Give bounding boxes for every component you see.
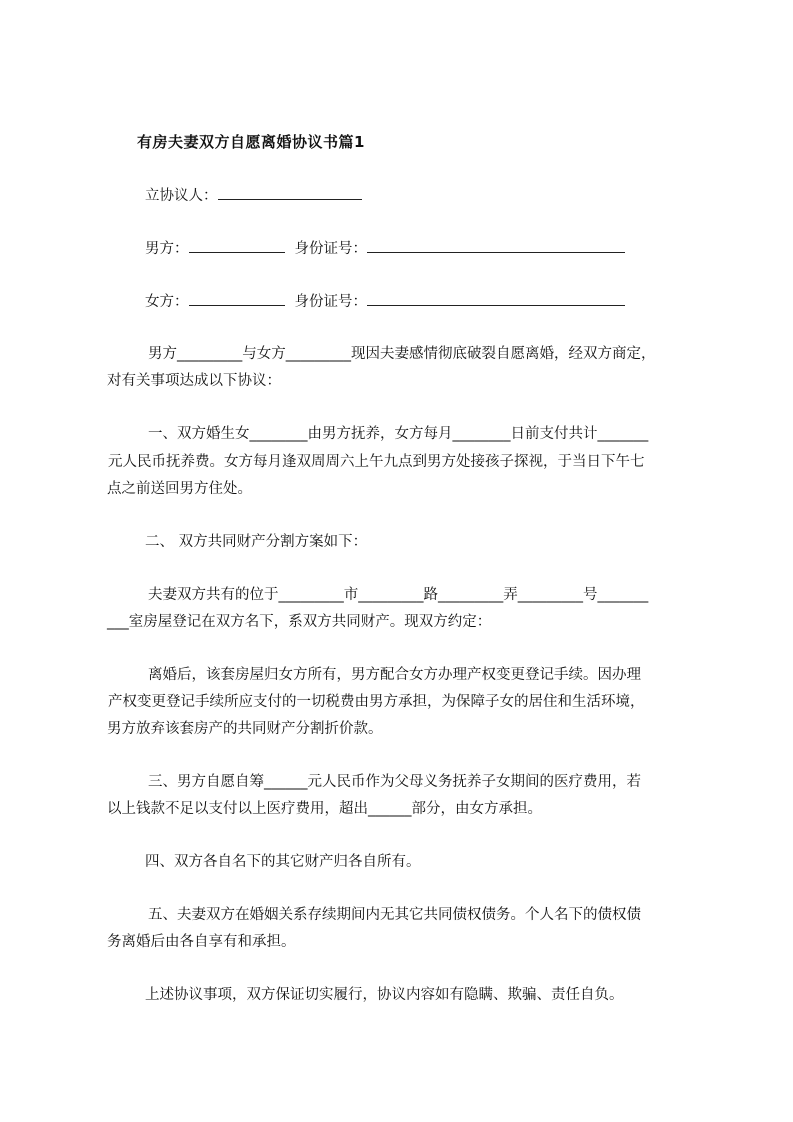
closing-line-1: 上述协议事项，双方保证切实履行，协议内容如有隐瞒、欺骗、责任自负。 (145, 987, 624, 1003)
clause1-line-1: 一、双方婚生女________由男方抚养，女方每月________日前支付共计_______ (148, 426, 649, 442)
intro-line-1: 男方_________与女方_________现因夫妻感情彻底破裂自愿离婚，经双方商定， (148, 346, 656, 362)
clause3-line-2: 以上钱款不足以支付以上医疗费用，超出______部分，由女方承担。 (107, 801, 542, 817)
clause4-line-1: 四、双方各自名下的其它财产归各自所有。 (145, 854, 421, 870)
female-id-field[interactable] (367, 291, 625, 306)
male-label: 男方： (145, 241, 189, 257)
clause1-line-3: 点之前送回男方住处。 (107, 481, 252, 497)
clause5-line-2: 务离婚后由各自享有和承担。 (107, 934, 296, 950)
signatory-field[interactable] (218, 185, 362, 200)
clause5-line-1: 五、夫妻双方在婚姻关系存续期间内无其它共同债权债务。个人名下的债权债 (148, 907, 641, 923)
signatory-row (145, 185, 362, 206)
male-name-field[interactable] (189, 238, 285, 253)
clause1-line-2: 元人民币抚养费。女方每月逢双周周六上午九点到男方处接孩子探视，于当日下午七 (108, 454, 645, 470)
female-id-label: 身份证号： (294, 294, 367, 310)
male-id-label: 身份证号： (294, 241, 367, 257)
signatory-label: 立协议人： (145, 188, 218, 204)
female-row (145, 291, 625, 312)
clause2-heading: 二、 双方共同财产分割方案如下： (145, 534, 368, 550)
clause2-p1-line-2: ___室房屋登记在双方名下，系双方共同财产。现双方约定： (107, 614, 492, 630)
female-name-field[interactable] (189, 291, 285, 306)
clause2-p2-line-2: 产权变更登记手续所应支付的一切税费由男方承担，为保障子女的居住和生活环境， (108, 694, 645, 710)
clause2-p2-line-1: 离婚后，该套房屋归女方所有，男方配合女方办理产权变更登记手续。因办理 (148, 667, 641, 683)
clause3-line-1: 三、男方自愿自筹______元人民币作为父母义务抚养子女期间的医疗费用，若 (148, 774, 641, 790)
clause2-p1-line-1: 夫妻双方共有的位于_________市_________路_________弄_________号_______ (148, 587, 649, 603)
female-label: 女方： (145, 294, 189, 310)
document-title: 有房夫妻双方自愿离婚协议书篇1 (137, 133, 365, 151)
clause2-p2-line-3: 男方放弃该套房产的共同财产分割折价款。 (107, 721, 383, 737)
intro-line-2: 对有关事项达成以下协议： (107, 373, 281, 389)
male-id-field[interactable] (367, 238, 625, 253)
male-row (145, 238, 625, 259)
